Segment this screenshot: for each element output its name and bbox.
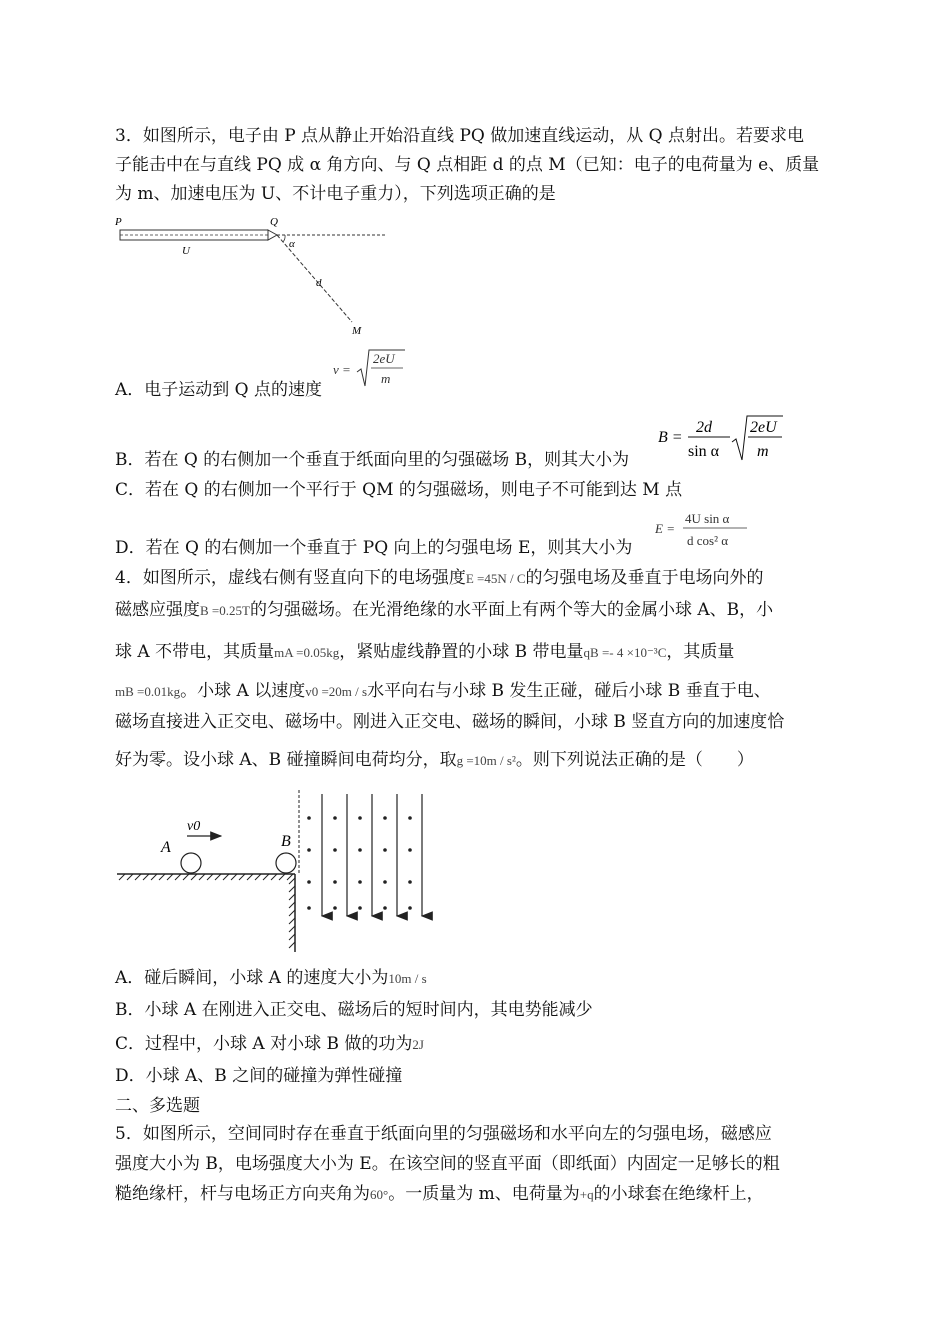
q5-charge-value: +q <box>579 1187 594 1202</box>
q4-option-c-value: 2J <box>412 1037 424 1052</box>
svg-text:B =: B = <box>658 429 683 446</box>
svg-text:v =: v = <box>333 362 351 377</box>
q3-option-a <box>115 378 322 402</box>
q3-option-a-formula <box>333 346 413 390</box>
svg-text:m: m <box>757 443 769 460</box>
q4-e-value: E =45N / C <box>465 571 526 586</box>
svg-text:m: m <box>381 371 391 386</box>
ball-b <box>276 853 296 873</box>
q3-option-d <box>115 536 632 560</box>
q4-line3: 球 A 不带电，其质量mA =0.05kg，紧贴虚线静置的小球 B 带电量qB =- 4 ×10⁻³C，其质量 <box>115 642 735 662</box>
q4-ma-value: mA =0.05kg <box>274 645 340 660</box>
ball-a <box>181 853 201 873</box>
q4-g-value: g =10m / s² <box>456 753 516 768</box>
label-p: P <box>115 216 122 228</box>
wall-hatching <box>289 878 295 948</box>
q4-option-b: B．小球 A 在刚进入正交电、磁场后的短时间内，其电势能减少 <box>115 1000 593 1020</box>
q3-line1: 3．如图所示，电子由 P 点从静止开始沿直线 PQ 做加速直线运动，从 Q 点射出。若要求电 <box>115 126 804 146</box>
q4-line4: mB =0.01kg。小球 A 以速度v0 =20m / s水平向右与小球 B 发生正碰，碰后小球 B 垂直于电、 <box>115 681 771 701</box>
svg-text:2eU: 2eU <box>750 419 777 436</box>
label-a: A <box>161 839 171 856</box>
electric-field-lines <box>322 794 422 916</box>
label-q: Q <box>270 216 278 228</box>
q3-line2: 子能击中在与直线 PQ 成 α 角方向、与 Q 点相距 d 的点 M（已知：电子的电荷量为 e、质量 <box>115 155 820 175</box>
q3-option-b-text: B．若在 Q 的右侧加一个垂直于纸面向里的匀强磁场 B，则其大小为 <box>115 450 630 470</box>
svg-text:2d: 2d <box>696 419 712 436</box>
q4-option-c: C．过程中，小球 A 对小球 B 做的功为2J <box>115 1034 424 1054</box>
label-v0: v0 <box>187 819 201 834</box>
q5-line3: 糙绝缘杆，杆与电场正方向夹角为60°。一质量为 m、电荷量为+q的小球套在绝缘杆上， <box>115 1184 764 1204</box>
svg-text:sin α: sin α <box>688 443 720 460</box>
q3-option-d-formula <box>655 507 755 553</box>
svg-text:d cos² α: d cos² α <box>687 533 729 548</box>
q3-option-b-formula <box>658 412 788 466</box>
q4-line2: 磁感应强度B =0.25T的匀强磁场。在光滑绝缘的水平面上有两个等大的金属小球 A、B，小 <box>115 600 774 620</box>
section-heading: 二、多选题 <box>115 1096 200 1116</box>
svg-text:2eU: 2eU <box>373 351 395 366</box>
q3-line3: 为 m、加速电压为 U、不计电子重力），下列选项正确的是 <box>115 184 556 204</box>
magnetic-field-dots <box>307 816 412 910</box>
svg-text:E =: E = <box>655 521 675 536</box>
q5-line1: 5．如图所示，空间同时存在垂直于纸面向里的匀强磁场和水平向左的匀强电场，磁感应 <box>115 1124 772 1144</box>
label-u: U <box>182 245 190 257</box>
q4-v0-value: v0 =20m / s <box>305 684 368 699</box>
q4-option-a-value: 10m / s <box>388 971 427 986</box>
q4-b-value: B =0.25T <box>200 603 250 618</box>
ground-hatching <box>119 874 293 880</box>
q3-option-d-text: D．若在 Q 的右侧加一个垂直于 PQ 向上的匀强电场 E，则其大小为 <box>115 538 633 558</box>
q3-figure <box>112 212 402 338</box>
label-alpha: α <box>289 238 295 250</box>
q4-figure <box>115 788 445 956</box>
q4-mb-value: mB =0.01kg <box>115 684 181 699</box>
tube-nozzle <box>268 230 277 240</box>
q4-option-a: A．碰后瞬间，小球 A 的速度大小为10m / s <box>115 968 427 988</box>
q5-angle-value: 60° <box>370 1187 389 1202</box>
q4-line1: 4．如图所示，虚线右侧有竖直向下的电场强度E =45N / C的匀强电场及垂直于电场向外的 <box>115 568 764 588</box>
svg-text:4U sin α: 4U sin α <box>685 511 730 526</box>
q3-option-a-text: A．电子运动到 Q 点的速度 <box>115 380 323 400</box>
q3-option-c: C．若在 Q 的右侧加一个平行于 QM 的匀强磁场，则电子不可能到达 M 点 <box>115 480 683 500</box>
q4-option-d: D．小球 A、B 之间的碰撞为弹性碰撞 <box>115 1066 403 1086</box>
label-d: d <box>316 277 322 289</box>
alpha-arc <box>283 235 285 242</box>
q5-line2: 强度大小为 B，电场强度大小为 E。在该空间的竖直平面（即纸面）内固定一足够长的粗 <box>115 1154 780 1174</box>
label-m: M <box>352 325 362 337</box>
q4-line5: 磁场直接进入正交电、磁场中。刚进入正交电、磁场的瞬间，小球 B 竖直方向的加速度恰 <box>115 712 785 732</box>
q3-option-b <box>115 448 629 472</box>
q4-qb-value: qB =- 4 ×10⁻³C <box>583 645 667 660</box>
label-b: B <box>281 833 291 850</box>
q4-line6: 好为零。设小球 A、B 碰撞瞬间电荷均分，取g =10m / s²。则下列说法正确的是（ ） <box>115 750 754 770</box>
